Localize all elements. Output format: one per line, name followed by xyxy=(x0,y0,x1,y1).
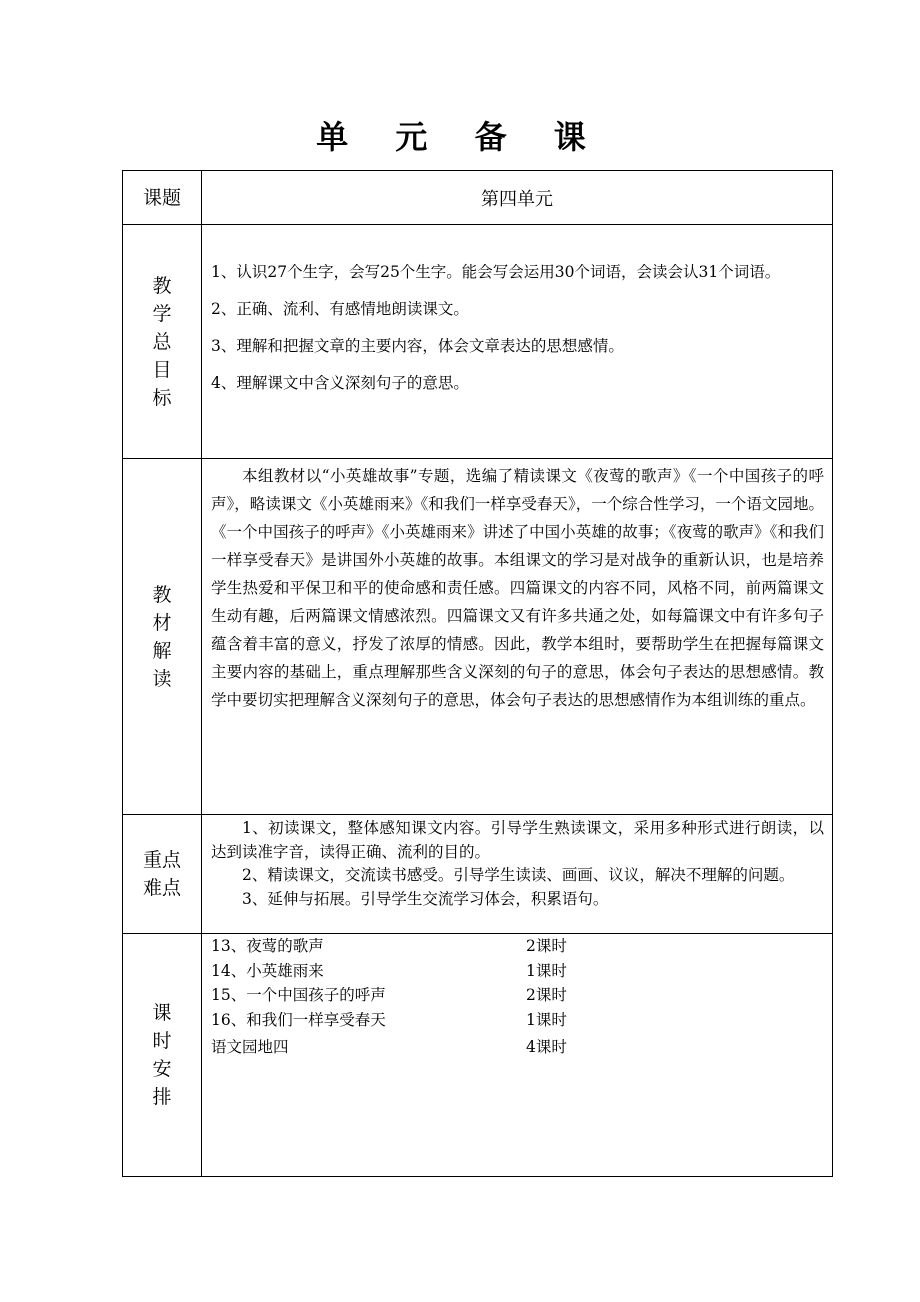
row-goals xyxy=(123,225,833,459)
schedule-item: 14、小英雄雨来 1课时 xyxy=(211,961,567,980)
goals-content xyxy=(202,225,833,459)
schedule-item: 15、一个中国孩子的呼声 2课时 xyxy=(211,986,567,1004)
goal-item: 4、理解课文中含义深刻句子的意思。 xyxy=(211,374,469,392)
keypoint-item: 2、精读课文，交流读书感受。引导学生读读、画画、议议，解决不理解的问题。 xyxy=(242,866,795,884)
analysis-text: 本组教材以“小英雄故事”专题，选编了精读课文《夜莺的歌声》《一个中国孩子的呼声》，略读课文《小英雄雨来》《和我们一样享受春天》，一个综合性学习，一个语文园地。《一个中国孩子的呼声》《小英雄雨来》讲述了中国小英雄的故事；《夜莺的歌声》《和我们一样享受春天》是讲国外小英雄的故事。本组课文的学习是对战争的重新认识，也是培养学生热爱和平保卫和平的使命感和责任感。四篇课文的内容不同，风格不同，前两篇课文生动有趣，后两篇课文情感浓烈。四篇课文又有许多共通之处，如每篇课文中有许多句子蕴含着丰富的意义，抒发了浓厚的情感。因此，教学本组时，要帮助学生在把握每篇课文主要内容的基础上，重点理解那些含义深刻的句子的意思，体会句子表达的思想感情。教学中要切实把理解含义深刻句子的意思，体会句子表达的思想感情作为本组训练的重点。 xyxy=(202,459,833,815)
label-analysis: 教材解读 xyxy=(152,583,172,690)
topic-value: 第四单元 xyxy=(202,171,833,225)
label-topic: 课题 xyxy=(123,171,202,225)
keypoint-item: 3、延伸与拓展。引导学生交流学习体会，积累语句。 xyxy=(242,889,609,908)
label-schedule: 课时安排 xyxy=(152,1002,172,1108)
goal-item: 1、认识27个生字，会写25个生字。能会写会运用30个词语，会读会认31个词语。 xyxy=(211,263,781,281)
row-topic xyxy=(123,171,833,225)
schedule-item: 16、和我们一样享受春天 1课时 xyxy=(211,1010,567,1029)
row-analysis xyxy=(123,459,833,815)
schedule-item: 语文园地四 4课时 xyxy=(211,1038,567,1056)
label-goals: 教学总目标 xyxy=(152,274,172,409)
goal-item: 2、正确、流利、有感情地朗读课文。 xyxy=(211,300,469,318)
keypoints-content xyxy=(202,815,833,934)
page-title: 单 元 备 课 xyxy=(316,118,604,156)
schedule-content xyxy=(202,934,833,1177)
goal-item: 3、理解和把握文章的主要内容，体会文章表达的思想感情。 xyxy=(211,337,624,355)
row-keypoints xyxy=(123,815,833,934)
lesson-plan-table xyxy=(122,170,833,1177)
schedule-item: 13、夜莺的歌声 2课时 xyxy=(211,937,567,955)
keypoint-item: 1、初读课文，整体感知课文内容。引导学生熟读课文，采用多种形式进行朗读，以达到读准字音，读得正确、流利的目的。 xyxy=(211,819,824,861)
row-schedule xyxy=(123,934,833,1177)
label-keypoints: 重点难点 xyxy=(142,849,181,899)
